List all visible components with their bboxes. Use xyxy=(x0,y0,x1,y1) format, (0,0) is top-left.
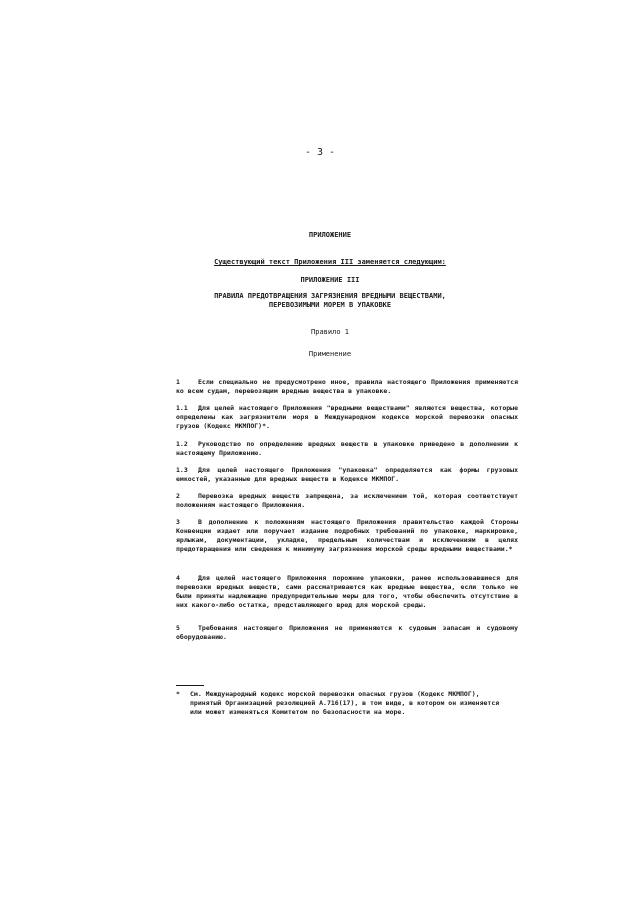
paragraph-number: 1.1 xyxy=(176,404,188,412)
paragraph-text: Требования настоящего Приложения не применяются к судовым запасам и судовому оборудованию. xyxy=(176,624,518,641)
paragraph-4 xyxy=(176,574,518,610)
rule-subject: Применение xyxy=(308,350,352,358)
paragraph-text: Перевозка вредных веществ запрещена, за исключением той, которая соответствует положениям настоящего Приложения. xyxy=(176,492,518,509)
paragraph-number: 5 xyxy=(176,624,180,632)
replacement-note: Существующий текст Приложения III заменяется следующим: xyxy=(214,258,446,266)
paragraph-number: 1.2 xyxy=(176,440,188,448)
paragraph-text: Если специально не предусмотрено иное, правила настоящего Приложения применяются ко всем судам, перевозящим вредные вещества в упаковке. xyxy=(176,378,518,395)
paragraph-5 xyxy=(176,624,518,642)
rules-title xyxy=(160,292,500,310)
paragraph-1-1 xyxy=(176,404,518,431)
paragraph-text: Для целей настоящего Приложения "вредными веществами" являются вещества, которые определены как загрязнители моря в Международном кодексе морской перевозки опасных грузов (Кодекс МКМПОГ)*. xyxy=(176,404,518,430)
paragraph-number: 4 xyxy=(176,574,180,582)
paragraph-3 xyxy=(176,518,518,554)
paragraph-number: 3 xyxy=(176,518,180,526)
rule-label: Правило 1 xyxy=(311,328,349,336)
paragraph-number: 1 xyxy=(176,378,180,386)
footnote-text: См. Международный кодекс морской перевозки опасных грузов (Кодекс МКМПОГ), принятый Организацией резолюцией A.716(17), в том виде, в котором он изменяется или может изменяться Комитетом по безопасности на море. xyxy=(190,690,500,716)
page-number: - 3 - xyxy=(304,147,336,158)
paragraph-text: Для целей настоящего Приложения порожние упаковки, ранее использовавшиеся для перевозки вредных веществ, сами рассматриваются как вредные вещества, если только не были приняты надлежащие предупредительные меры для того, чтобы обеспечить отсутствие в них какого-либо остатка, представляющего вред для морской среды. xyxy=(176,574,518,609)
annex-heading: ПРИЛОЖЕНИЕ xyxy=(308,231,352,239)
footnote-divider xyxy=(176,685,204,686)
footnote xyxy=(176,690,518,717)
annex-title: ПРИЛОЖЕНИЕ III xyxy=(300,276,360,284)
paragraph-1-3 xyxy=(176,466,518,484)
paragraph-text: Руководство по определению вредных веществ в упаковке приведено в дополнении к настоящему Приложению. xyxy=(176,440,518,457)
rules-title-line-2: ПЕРЕВОЗИМЫМИ МОРЕМ В УПАКОВКЕ xyxy=(268,301,392,309)
paragraph-number: 1.3 xyxy=(176,466,188,474)
footnote-mark: * xyxy=(176,690,180,698)
paragraph-1-2 xyxy=(176,440,518,458)
paragraph-1 xyxy=(176,378,518,396)
paragraph-text: Для целей настоящего Приложения "упаковка" определяется как формы грузовых емкостей, указанные для вредных веществ в Кодексе МКМПОГ. xyxy=(176,466,518,483)
paragraph-2 xyxy=(176,492,518,510)
paragraph-number: 2 xyxy=(176,492,180,500)
paragraph-text: В дополнение к положениям настоящего Приложения правительство каждой Стороны Конвенции издает или поручает издание подробных требований по упаковке, маркировке, ярлыкам, документации, укладке, предельным количествам и исключениям в целях предотвращения или сведения к минимуму загрязнения морской среды вредными веществами.* xyxy=(176,518,518,553)
rules-title-line-1: ПРАВИЛА ПРЕДОТВРАЩЕНИЯ ЗАГРЯЗНЕНИЯ ВРЕДНЫМИ ВЕЩЕСТВАМИ, xyxy=(214,292,446,300)
